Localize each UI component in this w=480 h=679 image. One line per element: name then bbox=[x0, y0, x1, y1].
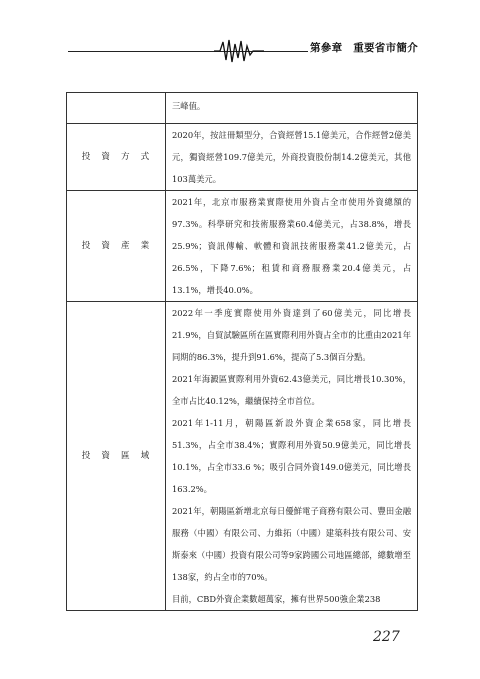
paragraph: 三峰值。 bbox=[172, 101, 206, 111]
row-label: 投資產業 bbox=[67, 191, 166, 302]
paragraph: 2021年海澱區實際利用外資62.43億美元，同比增長10.30%，全市占比40.12%，繼續保持全市首位。 bbox=[172, 374, 411, 406]
table-row bbox=[67, 124, 418, 191]
row-label: 投資方式 bbox=[67, 124, 166, 191]
paragraph: 2021年，朝陽區新增北京每日優鮮電子商務有限公司、豐田金融服務（中國）有限公司、力維拓（中國）建築科技有限公司、安斯泰來（中國）投資有限公司等9家跨國公司地區總部，總數增至138家，約占全市的70%。 bbox=[172, 506, 411, 582]
table-row bbox=[67, 93, 418, 124]
row-content bbox=[166, 124, 418, 191]
table-row bbox=[67, 191, 418, 302]
paragraph: 2020年，按註冊類型分，合資經營15.1億美元，合作經營2億美元，獨資經營109.7億美元，外商投資股份制14.2億美元，其他103萬美元。 bbox=[172, 130, 411, 184]
row-label bbox=[67, 93, 166, 124]
table-row bbox=[67, 302, 418, 611]
heartbeat-wave-icon bbox=[214, 38, 264, 64]
chapter-title: 第參章 重要省市簡介 bbox=[310, 42, 418, 54]
row-content bbox=[166, 302, 418, 611]
page-header bbox=[0, 0, 480, 70]
paragraph: 2022年一季度實際使用外資達到了60億美元，同比增長21.9%，自貿試驗區所在區實際利用外資占全市的比重由2021年同期的86.3%，提升到91.6%，提高了5.3個百分點。 bbox=[172, 308, 411, 362]
info-table bbox=[66, 92, 418, 611]
paragraph: 2021年1-11月，朝陽區新設外資企業658家，同比增長51.3%，占全市38.4%；實際利用外資50.9億美元，同比增長10.1%，占全市33.6 %；吸引合同外資149.0億美元，同比增長163.2%。 bbox=[172, 418, 411, 494]
page-number: 227 bbox=[373, 629, 400, 645]
paragraph: 2021年，北京市服務業實際使用外資占全市使用外資總額的97.3%。科學研究和技術服務業60.4億美元，占38.8%，增長25.9%；資訊傳輸、軟體和資訊技術服務業41.2億美元，占26.5%，下降7.6%；租賃和商務服務業20.4億美元，占13.1%，增長40.0%。 bbox=[172, 197, 411, 295]
paragraph: 目前，CBD外資企業數超萬家，擁有世界500強企業238 bbox=[172, 594, 381, 604]
row-content bbox=[166, 93, 418, 124]
row-content bbox=[166, 191, 418, 302]
row-label: 投資區域 bbox=[67, 302, 166, 611]
